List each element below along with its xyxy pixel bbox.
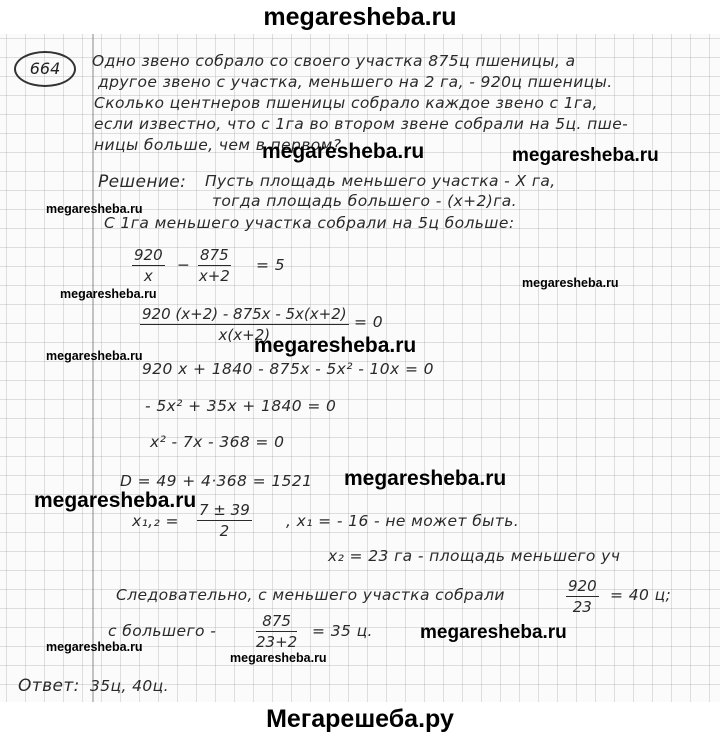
conclusion-line-2: с большего - [108,622,217,640]
notebook-sheet [0,34,720,702]
eq1-f1-numerator: 920 [134,246,163,264]
watermark: megaresheba.ru [46,202,143,216]
eq2-rhs: = 0 [354,313,383,331]
watermark: megaresheba.ru [512,145,659,166]
conclusion-line-1: Следовательно, с меньшего участка собрали [116,586,505,604]
watermark: megaresheba.ru [344,467,507,490]
solution-label: Решение: [98,172,187,192]
top-site-banner [0,0,720,34]
watermark: megaresheba.ru [46,349,143,363]
eq2-numerator: 920 (x+2) - 875x - 5x(x+2) [142,305,347,323]
roots-fraction [197,501,252,540]
root-2: x₂ = 23 га - площадь меньшего уч [328,547,621,565]
eq1-minus: − [177,256,191,274]
eq1-fraction-1 [132,246,165,285]
conclusion-rhs-2: = 35 ц. [312,622,373,640]
watermark: megaresheba.ru [230,651,327,665]
solution-line-1: Пусть площадь меньшего участка - X га, [205,172,556,190]
eq5: x² - 7x - 368 = 0 [150,433,285,451]
task-line-3: Сколько центнеров пшеницы собрало каждое звено с 1га, [94,94,598,112]
bottom-site-banner [0,702,720,736]
solution-line-3: С 1га меньшего участка собрали на 5ц больше: [104,214,515,232]
task-line-4: если известно, что с 1га во втором звене собрали на 5ц. пше- [94,115,629,133]
watermark: megaresheba.ru [522,276,619,290]
watermark: megaresheba.ru [254,334,417,357]
eq2-denominator: x(x+2) [218,326,271,344]
task-line-2: другое звено с участка, меньшего на 2 га, - 920ц пшеницы. [98,73,613,91]
conclusion-rhs-1: = 40 ц; [610,586,672,604]
eq1-rhs: = 5 [256,256,285,274]
c1-denominator: 23 [572,598,592,616]
conclusion-fraction-1 [566,577,599,616]
roots-numerator: 7 ± 39 [199,501,250,519]
roots-denominator: 2 [219,522,230,540]
eq1-f1-denominator: x [143,267,153,285]
margin-line [92,34,94,702]
answer-value: 35ц, 40ц. [90,677,169,695]
watermark: megaresheba.ru [262,140,425,163]
root-1: , x₁ = - 16 - не может быть. [286,512,520,530]
c1-numerator: 920 [568,577,597,595]
watermark: megaresheba.ru [34,489,197,512]
c2-denominator: 23+2 [256,633,298,651]
watermark: megaresheba.ru [60,287,157,301]
task-number: 664 [14,51,76,87]
discriminant: D = 49 + 4·368 = 1521 [120,472,313,490]
eq1-f2-denominator: x+2 [198,267,230,285]
eq1-fraction-2 [198,246,231,285]
watermark: megaresheba.ru [46,640,143,654]
site-title-bottom: Мегарешеба.ру [266,705,454,733]
answer-label: Ответ: [18,676,80,696]
task-line-1: Одно звено собрало со своего участка 875ц пшеницы, а [92,52,576,70]
eq1-f2-numerator: 875 [200,246,229,264]
task-line-5: ницы больше, чем в первом? [94,136,342,154]
roots-label: x₁,₂ = [132,512,179,530]
site-title-top: megaresheba.ru [263,3,457,31]
eq4: - 5x² + 35x + 1840 = 0 [145,397,337,415]
watermark: megaresheba.ru [420,622,567,643]
conclusion-fraction-2 [256,612,297,651]
eq3: 920 x + 1840 - 875x - 5x² - 10x = 0 [142,360,434,378]
c2-numerator: 875 [256,612,297,632]
solution-line-2: тогда площадь большего - (x+2)га. [212,192,517,210]
